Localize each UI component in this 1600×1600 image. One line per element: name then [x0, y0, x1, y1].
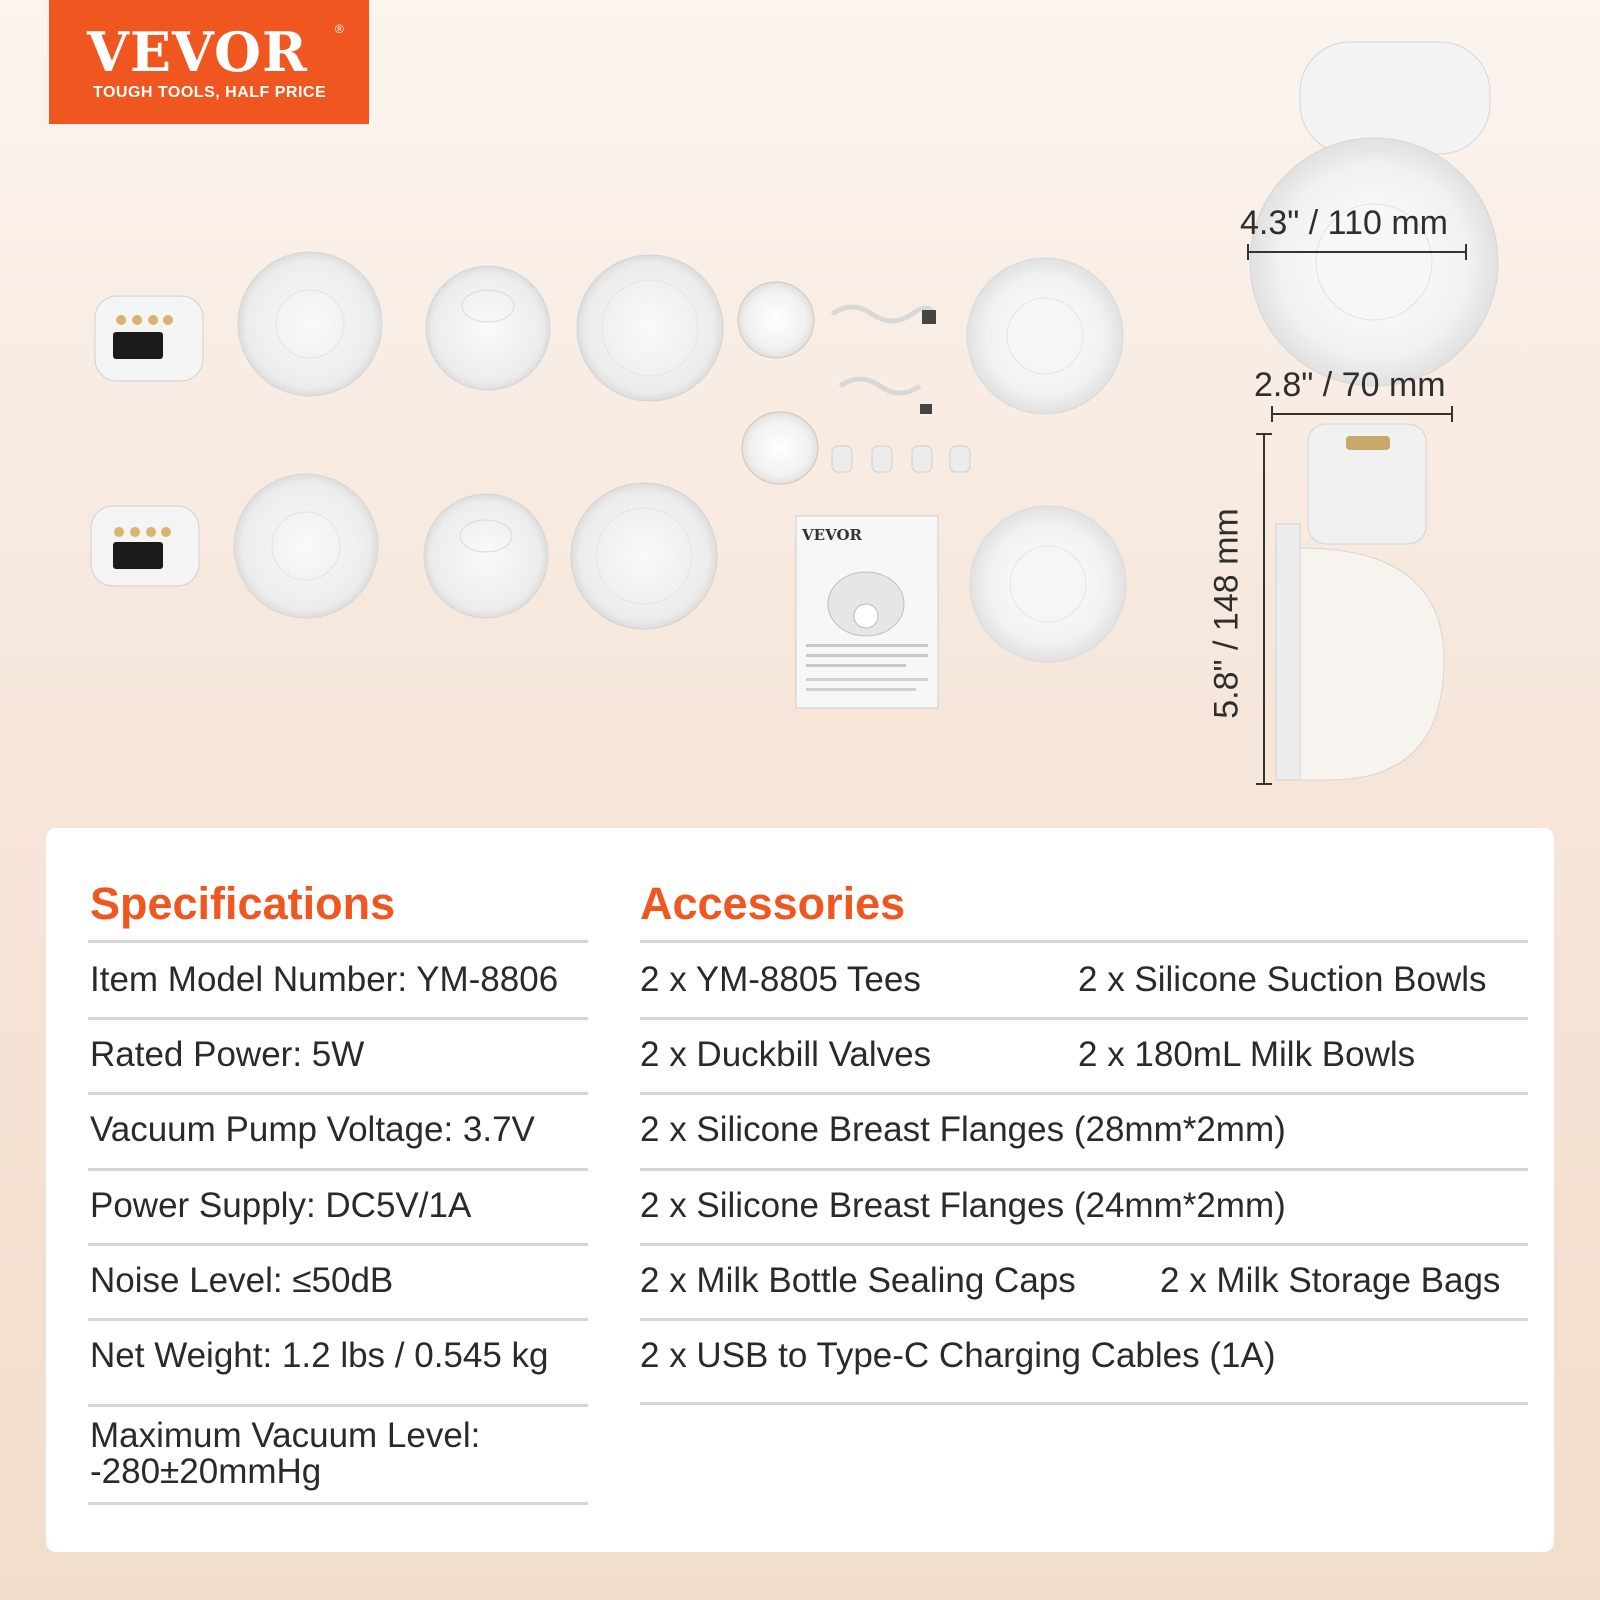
cap-mid [742, 412, 818, 484]
spec-max-vacuum-value: -280±20mmHg [90, 1452, 322, 1491]
divider [88, 1404, 588, 1407]
divider [88, 1168, 588, 1171]
spec-rated-power: Rated Power: 5W [90, 1035, 365, 1074]
divider [88, 1243, 588, 1246]
divider [88, 1017, 588, 1020]
manual-brand: VEVOR [802, 526, 862, 544]
accessory-flanges-24: 2 x Silicone Breast Flanges (24mm*2mm) [640, 1186, 1286, 1225]
flange-bottom [571, 483, 717, 629]
dimension-line-height [1256, 434, 1272, 784]
accessories-heading: Accessories [640, 878, 906, 929]
milk-bowl-bottom [234, 474, 378, 618]
divider [88, 940, 588, 943]
spec-max-vacuum-label: Maximum Vacuum Level: [90, 1416, 481, 1455]
brand-logo [49, 0, 369, 124]
divider [640, 1402, 1528, 1405]
accessory-suction-bowls: 2 x Silicone Suction Bowls [1078, 960, 1487, 999]
registered-mark: ® [335, 22, 344, 36]
spec-noise-level: Noise Level: ≤50dB [90, 1261, 394, 1300]
accessory-flanges-28: 2 x Silicone Breast Flanges (28mm*2mm) [640, 1110, 1286, 1149]
spec-pump-voltage: Vacuum Pump Voltage: 3.7V [90, 1110, 535, 1149]
spec-power-supply: Power Supply: DC5V/1A [90, 1186, 472, 1225]
divider [640, 1318, 1528, 1321]
user-manual [796, 516, 938, 708]
spec-net-weight: Net Weight: 1.2 lbs / 0.545 kg [90, 1336, 549, 1375]
divider [640, 1168, 1528, 1171]
dimension-line-depth [1272, 406, 1452, 422]
suction-bowl-bottom [970, 506, 1126, 662]
brand-name: VEVOR [87, 20, 308, 84]
pump-unit-top [95, 296, 203, 381]
duckbill-valves [832, 446, 970, 472]
pump-unit-bottom [91, 506, 199, 586]
dimension-depth-label: 2.8" / 70 mm [1254, 366, 1446, 404]
accessory-charging-cables: 2 x USB to Type-C Charging Cables (1A) [640, 1336, 1276, 1375]
divider [640, 940, 1528, 943]
accessory-sealing-caps: 2 x Milk Bottle Sealing Caps [640, 1261, 1076, 1300]
accessory-tees: 2 x YM-8805 Tees [640, 960, 921, 999]
flange-top [577, 255, 723, 401]
divider [88, 1502, 588, 1505]
cap-top [738, 282, 814, 358]
specifications-heading: Specifications [90, 878, 396, 929]
spec-model-number: Item Model Number: YM-8806 [90, 960, 559, 999]
accessory-storage-bags: 2 x Milk Storage Bags [1160, 1261, 1501, 1300]
suction-bowl-top [967, 258, 1123, 414]
divider [88, 1092, 588, 1095]
side-view-product [1276, 424, 1444, 780]
accessory-duckbill-valves: 2 x Duckbill Valves [640, 1035, 932, 1074]
divider [640, 1017, 1528, 1020]
tee-bottom [424, 494, 548, 618]
milk-bowl-top [238, 252, 382, 396]
dimension-diameter-label: 4.3" / 110 mm [1240, 204, 1448, 242]
divider [640, 1243, 1528, 1246]
cable-2 [840, 379, 932, 414]
tee-top [426, 266, 550, 390]
brand-tagline: TOUGH TOOLS, HALF PRICE [93, 84, 327, 101]
dimension-height-label: 5.8" / 148 mm [1207, 508, 1246, 719]
specs-panel [46, 828, 1554, 1552]
accessory-milk-bowls: 2 x 180mL Milk Bowls [1078, 1035, 1416, 1074]
cable-1 [832, 307, 936, 324]
divider [640, 1092, 1528, 1095]
divider [88, 1318, 588, 1321]
